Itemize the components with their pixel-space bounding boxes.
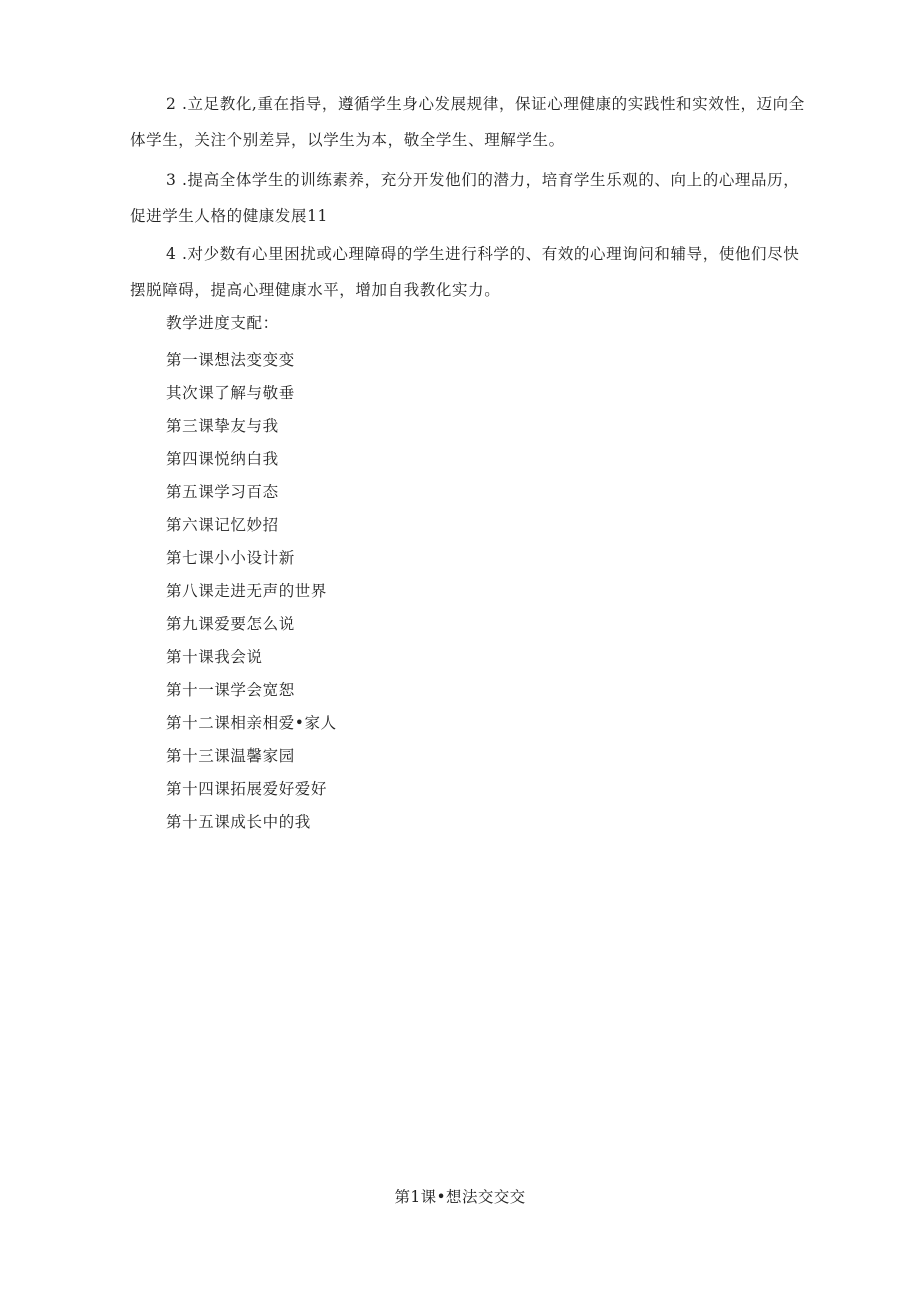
lesson-item-13: 第十三课温馨家园 xyxy=(166,747,295,765)
lesson-item-3: 第三课挚友与我 xyxy=(166,417,279,435)
lesson-item-8: 第八课走进无声的世界 xyxy=(166,582,328,600)
lesson-item-14: 第十四课拓展爱好爱好 xyxy=(166,780,328,798)
lesson-section-title: 第1课•想法交交交 xyxy=(394,1188,526,1206)
lesson-list xyxy=(166,344,337,839)
lesson-item-15: 第十五课成长中的我 xyxy=(166,813,311,831)
lesson-item-12: 第十二课相亲相爱•家人 xyxy=(166,714,337,732)
lesson-item-1: 第一课想法变变变 xyxy=(166,351,295,369)
lesson-item-4: 第四课悦纳白我 xyxy=(166,450,279,468)
lesson-item-10: 第十课我会说 xyxy=(166,648,263,666)
lesson-item-7: 第七课小小设计新 xyxy=(166,549,295,567)
lesson-item-6: 第六课记忆妙招 xyxy=(166,516,279,534)
paragraph-item-4: 4 .对少数有心里困扰或心理障碍的学生进行科学的、有效的心理询问和辅导，使他们尽快摆脱障碍，提高心理健康水平，增加自我教化实力。 xyxy=(130,245,800,299)
paragraph-item-3: 3 .提高全体学生的训练素养，充分开发他们的潜力，培育学生乐观的、向上的心理品历，促进学生人格的健康发展11 xyxy=(130,171,800,225)
lesson-item-9: 第九课爱要怎么说 xyxy=(166,615,295,633)
lesson-item-5: 第五课学习百态 xyxy=(166,483,279,501)
lesson-item-2: 其次课了解与敬垂 xyxy=(166,384,295,402)
schedule-heading: 教学进度支配： xyxy=(166,314,279,332)
paragraph-item-2: 2 .立足教化,重在指导，遵循学生身心发展规律，保证心理健康的实践性和实效性，迈向全体学生，关注个别差异，以学生为本，敬全学生、理解学生。 xyxy=(130,95,805,149)
lesson-item-11: 第十一课学会宽恕 xyxy=(166,681,295,699)
